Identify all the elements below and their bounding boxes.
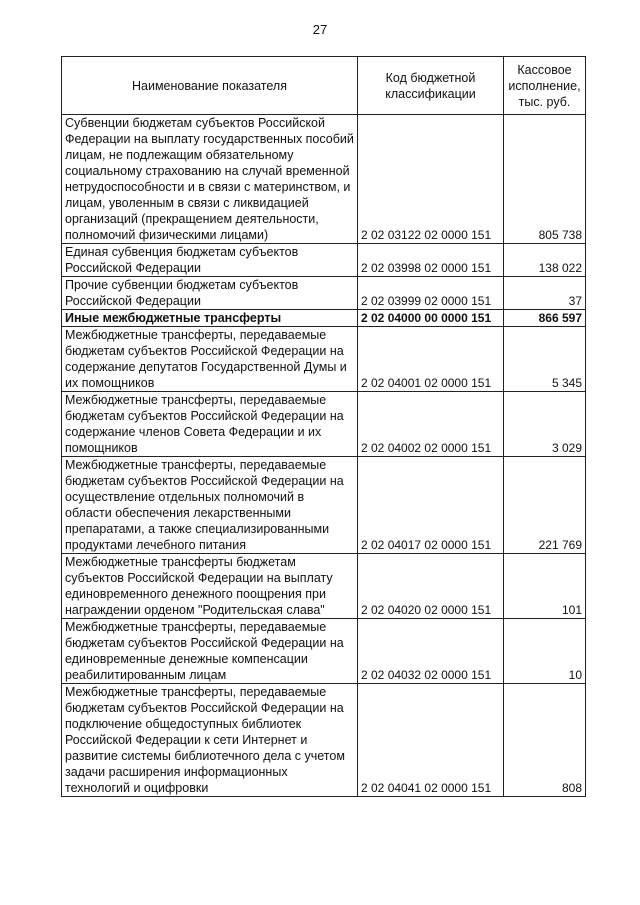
row-amount: 3 029 xyxy=(504,392,586,457)
row-name: Субвенции бюджетам субъектов Российской Федерации на выплату государственных пособий лицам, не подлежащим обязательному социальному страхованию на случай временной нетрудоспособности и в связи с материнством, и лицам, уволенным в связи с ликвидацией организаций (прекращением деятельности, полномочий физическими лицами) xyxy=(62,115,358,244)
row-code: 2 02 04041 02 0000 151 xyxy=(358,684,504,797)
table-body xyxy=(62,115,586,797)
row-name: Прочие субвенции бюджетам субъектов Российской Федерации xyxy=(62,277,358,310)
row-code: 2 02 03998 02 0000 151 xyxy=(358,244,504,277)
table-row xyxy=(62,277,586,310)
row-amount: 805 738 xyxy=(504,115,586,244)
row-code: 2 02 04002 02 0000 151 xyxy=(358,392,504,457)
row-amount: 138 022 xyxy=(504,244,586,277)
row-amount: 5 345 xyxy=(504,327,586,392)
table-header xyxy=(62,57,586,115)
row-code: 2 02 04020 02 0000 151 xyxy=(358,554,504,619)
row-code: 2 02 04001 02 0000 151 xyxy=(358,327,504,392)
row-amount: 101 xyxy=(504,554,586,619)
table-row xyxy=(62,244,586,277)
table-row xyxy=(62,457,586,554)
row-code: 2 02 03999 02 0000 151 xyxy=(358,277,504,310)
row-amount: 866 597 xyxy=(504,310,586,327)
header-indicator-name: Наименование показателя xyxy=(62,57,358,115)
row-amount: 808 xyxy=(504,684,586,797)
row-name: Межбюджетные трансферты, передаваемые бюджетам субъектов Российской Федерации на содержание депутатов Государственной Думы и их помощников xyxy=(62,327,358,392)
row-amount: 37 xyxy=(504,277,586,310)
row-code: 2 02 04017 02 0000 151 xyxy=(358,457,504,554)
table-row xyxy=(62,115,586,244)
row-name: Единая субвенция бюджетам субъектов Российской Федерации xyxy=(62,244,358,277)
row-code: 2 02 04000 00 0000 151 xyxy=(358,310,504,327)
table-row xyxy=(62,392,586,457)
row-name: Межбюджетные трансферты, передаваемые бюджетам субъектов Российской Федерации на подключение общедоступных библиотек Российской Федерации к сети Интернет и развитие системы библиотечного дела с учетом задачи расширения информационных технологий и оцифровки xyxy=(62,684,358,797)
header-budget-code: Код бюджетной классификации xyxy=(358,57,504,115)
row-name: Межбюджетные трансферты бюджетам субъектов Российской Федерации на выплату единовременного денежного поощрения при награждении орденом "Родительская слава" xyxy=(62,554,358,619)
table-row xyxy=(62,684,586,797)
budget-table xyxy=(61,56,586,797)
row-amount: 10 xyxy=(504,619,586,684)
row-code: 2 02 03122 02 0000 151 xyxy=(358,115,504,244)
row-name: Межбюджетные трансферты, передаваемые бюджетам субъектов Российской Федерации на единовременные денежные компенсации реабилитированным лицам xyxy=(62,619,358,684)
row-name: Иные межбюджетные трансферты xyxy=(62,310,358,327)
table-row-total xyxy=(62,310,586,327)
row-name: Межбюджетные трансферты, передаваемые бюджетам субъектов Российской Федерации на содержание членов Совета Федерации и их помощников xyxy=(62,392,358,457)
page-number: 27 xyxy=(312,22,328,37)
table-row xyxy=(62,327,586,392)
table-row xyxy=(62,554,586,619)
row-code: 2 02 04032 02 0000 151 xyxy=(358,619,504,684)
table-row xyxy=(62,619,586,684)
header-cash-execution: Кассовое исполнение, тыс. руб. xyxy=(504,57,586,115)
row-amount: 221 769 xyxy=(504,457,586,554)
row-name: Межбюджетные трансферты, передаваемые бюджетам субъектов Российской Федерации на осуществление отдельных полномочий в области обеспечения лекарственными препаратами, а также специализированными продуктами лечебного питания xyxy=(62,457,358,554)
